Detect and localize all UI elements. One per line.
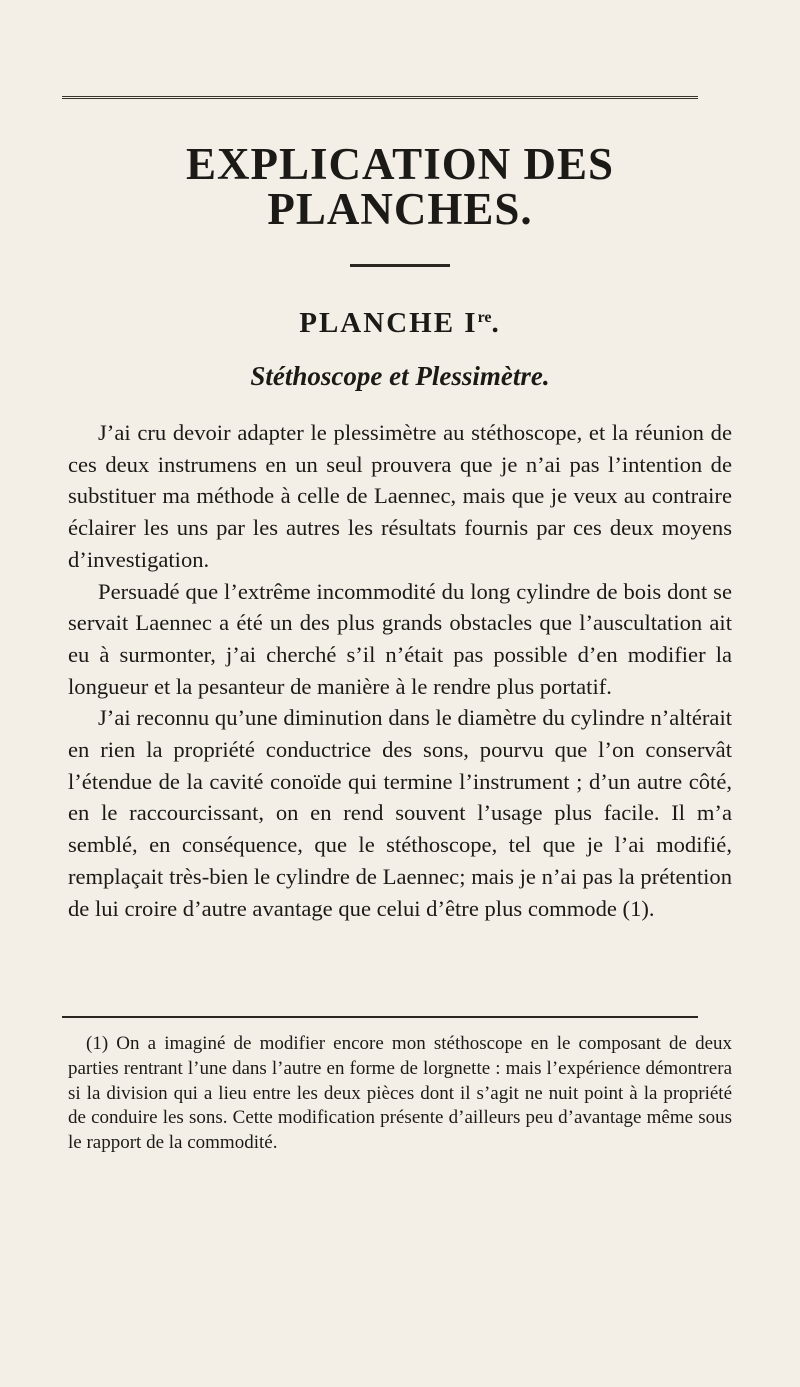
plate-period: .	[491, 307, 501, 339]
plate-subtitle: Stéthoscope et Plessimètre.	[250, 361, 550, 391]
footnote	[68, 1032, 732, 1156]
footnote-rule	[62, 1016, 698, 1018]
plate-superscript: re	[477, 309, 492, 326]
body-text	[68, 417, 732, 924]
page-title: EXPLICATION DES PLANCHES.	[186, 139, 614, 234]
paragraph-2: Persuadé que l’extrême incommodité du long cylindre de bois dont se servait Laennec a été un des plus grands obstacles que l’auscultation ait eu à surmonter, j’ai cherché s’il n’était pas possible d’en modifier la longueur et la pesanteur de manière à le rendre plus portatif.	[68, 578, 732, 699]
footnote-text: (1) On a imaginé de modifier encore mon stéthoscope en le composant de deux parties rentrant l’une dans l’autre en forme de lorgnette : mais l’expérience démontrera si la division qui a lieu entre les deux pièces dont il s’agit ne nuit point à la propriété de conduire les sons. Cette modification présente d’ailleurs peu d’avantage même sous le rapport de la commodité.	[68, 1033, 732, 1154]
plate-heading	[100, 309, 700, 338]
paragraph-1: J’ai cru devoir adapter le plessimètre au stéthoscope, et la réunion de ces deux instrumens en un seul prouvera que je n’ai pas l’intention de substituer ma méthode à celle de Laennec, mais que je veux au contraire éclairer les uns par les autres les résultats fournis par ces deux moyens d’investigation.	[68, 420, 732, 572]
title-divider-rule	[350, 264, 450, 267]
plate-label: PLANCHE I	[299, 307, 478, 339]
top-double-rule	[62, 96, 698, 99]
paragraph-3: J’ai reconnu qu’une diminution dans le diamètre du cylindre n’altérait en rien la propriété conductrice des sons, pourvu que l’on conservât l’étendue de la cavité conoïde qui termine l’instrument ; d’un autre côté, en le raccourcissant, on en rend souvent l’usage plus facile. Il m’a semblé, en conséquence, que le stéthoscope, tel que je l’ai modifié, remplaçait très-bien le cylindre de Laennec; mais je n’ai pas la prétention de lui croire d’autre avantage que celui d’être plus commode (1).	[68, 705, 732, 921]
